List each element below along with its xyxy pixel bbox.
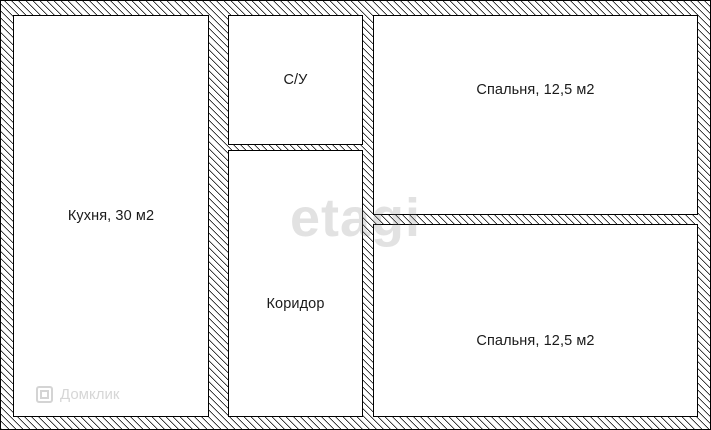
room-bathroom-label: С/У <box>283 72 308 88</box>
room-bathroom[interactable] <box>228 15 363 145</box>
room-corridor[interactable] <box>228 150 363 417</box>
watermark-etagi: etagi <box>289 188 422 248</box>
room-bedroom-2[interactable] <box>373 224 698 417</box>
watermark-domclick-label: Домклик <box>60 386 120 403</box>
room-corridor-label: Коридор <box>266 295 325 312</box>
room-bedroom-1-label: Спальня, 12,5 м2 <box>476 82 595 98</box>
room-kitchen[interactable] <box>13 15 209 417</box>
room-bedroom-1[interactable] <box>373 15 698 215</box>
room-kitchen-label: Кухня, 30 м2 <box>67 208 155 224</box>
room-bedroom-2-label: Спальня, 12,5 м2 <box>476 332 595 349</box>
